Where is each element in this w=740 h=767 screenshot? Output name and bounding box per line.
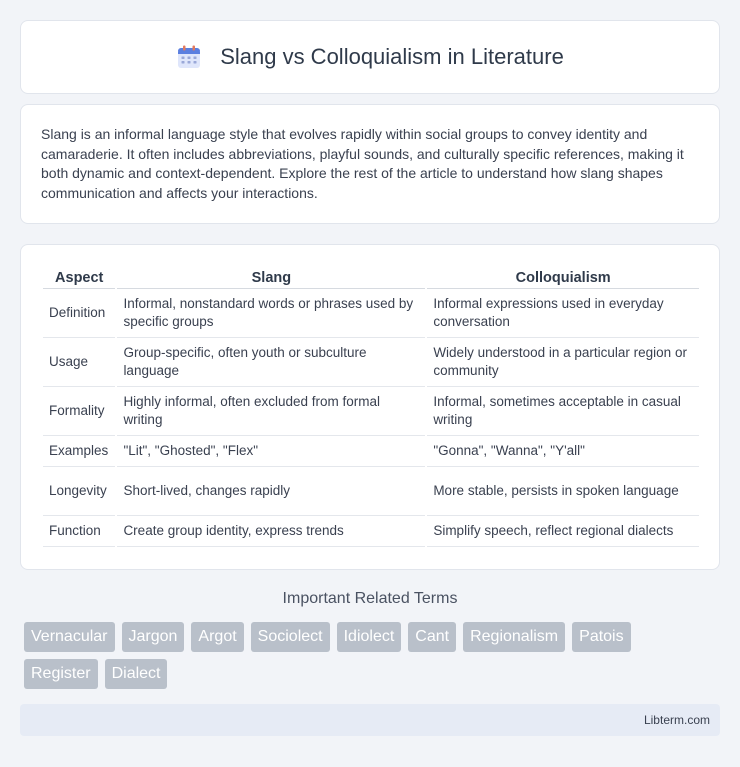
cell-aspect: Formality [43,387,115,436]
tag-cant[interactable]: Cant [408,622,456,652]
cell-colloquialism: More stable, persists in spoken language [427,467,699,516]
page-title: Slang vs Colloquialism in Literature [220,44,564,69]
header-aspect: Aspect [43,267,115,289]
cell-aspect: Definition [43,289,115,338]
tag-register[interactable]: Register [24,659,98,689]
header-slang: Slang [117,267,425,289]
title-card [20,20,720,94]
table-row [43,338,699,387]
related-terms-list [24,622,704,689]
cell-aspect: Longevity [43,467,115,516]
comparison-table [41,267,701,547]
footer [20,704,720,736]
cell-slang: Informal, nonstandard words or phrases used by specific groups [117,289,425,338]
table-row [43,516,699,547]
table-row [43,289,699,338]
cell-aspect: Usage [43,338,115,387]
table-row [43,467,699,516]
cell-colloquialism: Informal expressions used in everyday conversation [427,289,699,338]
cell-aspect: Examples [43,436,115,467]
cell-slang: "Lit", "Ghosted", "Flex" [117,436,425,467]
cell-slang: Create group identity, express trends [117,516,425,547]
footer-brand-link[interactable]: Libterm.com [643,713,710,727]
calendar-icon [176,44,202,70]
tag-dialect[interactable]: Dialect [105,659,168,689]
cell-slang: Short-lived, changes rapidly [117,467,425,516]
table-row [43,387,699,436]
tag-patois[interactable]: Patois [572,622,630,652]
related-terms-heading: Important Related Terms [282,590,458,607]
cell-aspect: Function [43,516,115,547]
tag-regionalism[interactable]: Regionalism [463,622,565,652]
table-header-row [43,267,699,289]
cell-colloquialism: Informal, sometimes acceptable in casual writing [427,387,699,436]
header-colloquialism: Colloquialism [427,267,699,289]
table-row [43,436,699,467]
tag-vernacular[interactable]: Vernacular [24,622,115,652]
tag-idiolect[interactable]: Idiolect [337,622,402,652]
tag-jargon[interactable]: Jargon [122,622,185,652]
cell-slang: Group-specific, often youth or subculture language [117,338,425,387]
cell-colloquialism: Simplify speech, reflect regional dialects [427,516,699,547]
cell-slang: Highly informal, often excluded from formal writing [117,387,425,436]
comparison-table-card [20,244,720,570]
cell-colloquialism: "Gonna", "Wanna", "Y'all" [427,436,699,467]
cell-colloquialism: Widely understood in a particular region or community [427,338,699,387]
intro-card [20,104,720,224]
intro-text: Slang is an informal language style that evolves rapidly within social groups to convey identity and camaraderie. It often includes abbreviations, playful sounds, and culturally specific references, making it both dynamic and context-dependent. Explore the rest of the article to understand how slang shapes communication and affects your interactions. [41,126,684,201]
tag-argot[interactable]: Argot [191,622,243,652]
tag-sociolect[interactable]: Sociolect [251,622,330,652]
